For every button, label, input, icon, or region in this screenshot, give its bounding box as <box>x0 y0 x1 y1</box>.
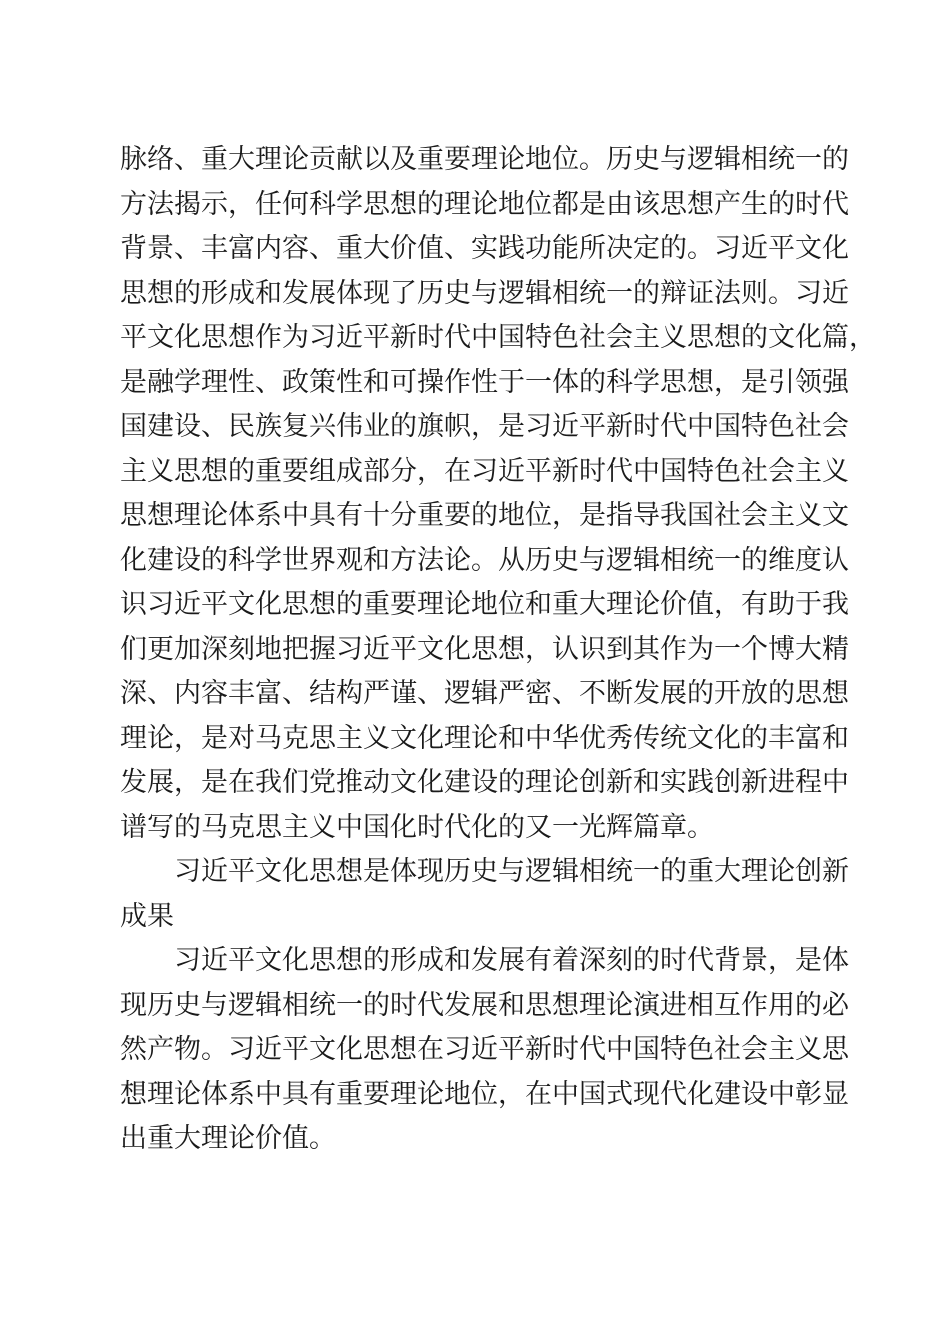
text-line: 们更加深刻地把握习近平文化思想，认识到其作为一个博大精 <box>120 633 849 665</box>
text-line: 思想的形成和发展体现了历史与逻辑相统一的辩证法则。习近 <box>120 277 849 309</box>
text-line: 谱写的马克思主义中国化时代化的又一光辉篇章。 <box>120 811 714 843</box>
text-line: 脉络、重大理论贡献以及重要理论地位。历史与逻辑相统一的 <box>120 144 849 175</box>
heading-line: 成果 <box>120 900 174 932</box>
text-line: 主义思想的重要组成部分，在习近平新时代中国特色社会主义 <box>120 455 849 487</box>
text-line: 现历史与逻辑相统一的时代发展和思想理论演进相互作用的必 <box>120 989 849 1021</box>
text-line: 背景、丰富内容、重大价值、实践功能所决定的。习近平文化 <box>120 233 849 264</box>
heading-line: 习近平文化思想是体现历史与逻辑相统一的重大理论创新 <box>174 856 849 887</box>
text-line: 思想理论体系中具有十分重要的地位，是指导我国社会主义文 <box>120 500 849 531</box>
section-heading <box>120 850 849 939</box>
document-page <box>120 138 876 1162</box>
text-line: 识习近平文化思想的重要理论地位和重大理论价值，有助于我 <box>120 589 849 620</box>
text-line: 然产物。习近平文化思想在习近平新时代中国特色社会主义思 <box>120 1034 849 1065</box>
text-line: 出重大理论价值。 <box>120 1123 336 1154</box>
text-line: 想理论体系中具有重要理论地位，在中国式现代化建设中彰显 <box>120 1078 849 1110</box>
text-line: 习近平文化思想的形成和发展有着深刻的时代背景，是体 <box>174 945 849 976</box>
text-line: 平文化思想作为习近平新时代中国特色社会主义思想的文化篇， <box>120 322 876 353</box>
text-line: 发展，是在我们党推动文化建设的理论创新和实践创新进程中 <box>120 767 849 798</box>
text-line: 化建设的科学世界观和方法论。从历史与逻辑相统一的维度认 <box>120 544 849 576</box>
text-line: 深、内容丰富、结构严谨、逻辑严密、不断发展的开放的思想 <box>120 678 849 709</box>
text-line: 是融学理性、政策性和可操作性于一体的科学思想，是引领强 <box>120 366 849 398</box>
text-line: 方法揭示，任何科学思想的理论地位都是由该思想产生的时代 <box>120 188 849 220</box>
paragraph-3 <box>120 939 849 1162</box>
paragraph-1 <box>120 138 876 850</box>
text-line: 理论，是对马克思主义文化理论和中华优秀传统文化的丰富和 <box>120 722 849 754</box>
text-line: 国建设、民族复兴伟业的旗帜，是习近平新时代中国特色社会 <box>120 411 849 442</box>
